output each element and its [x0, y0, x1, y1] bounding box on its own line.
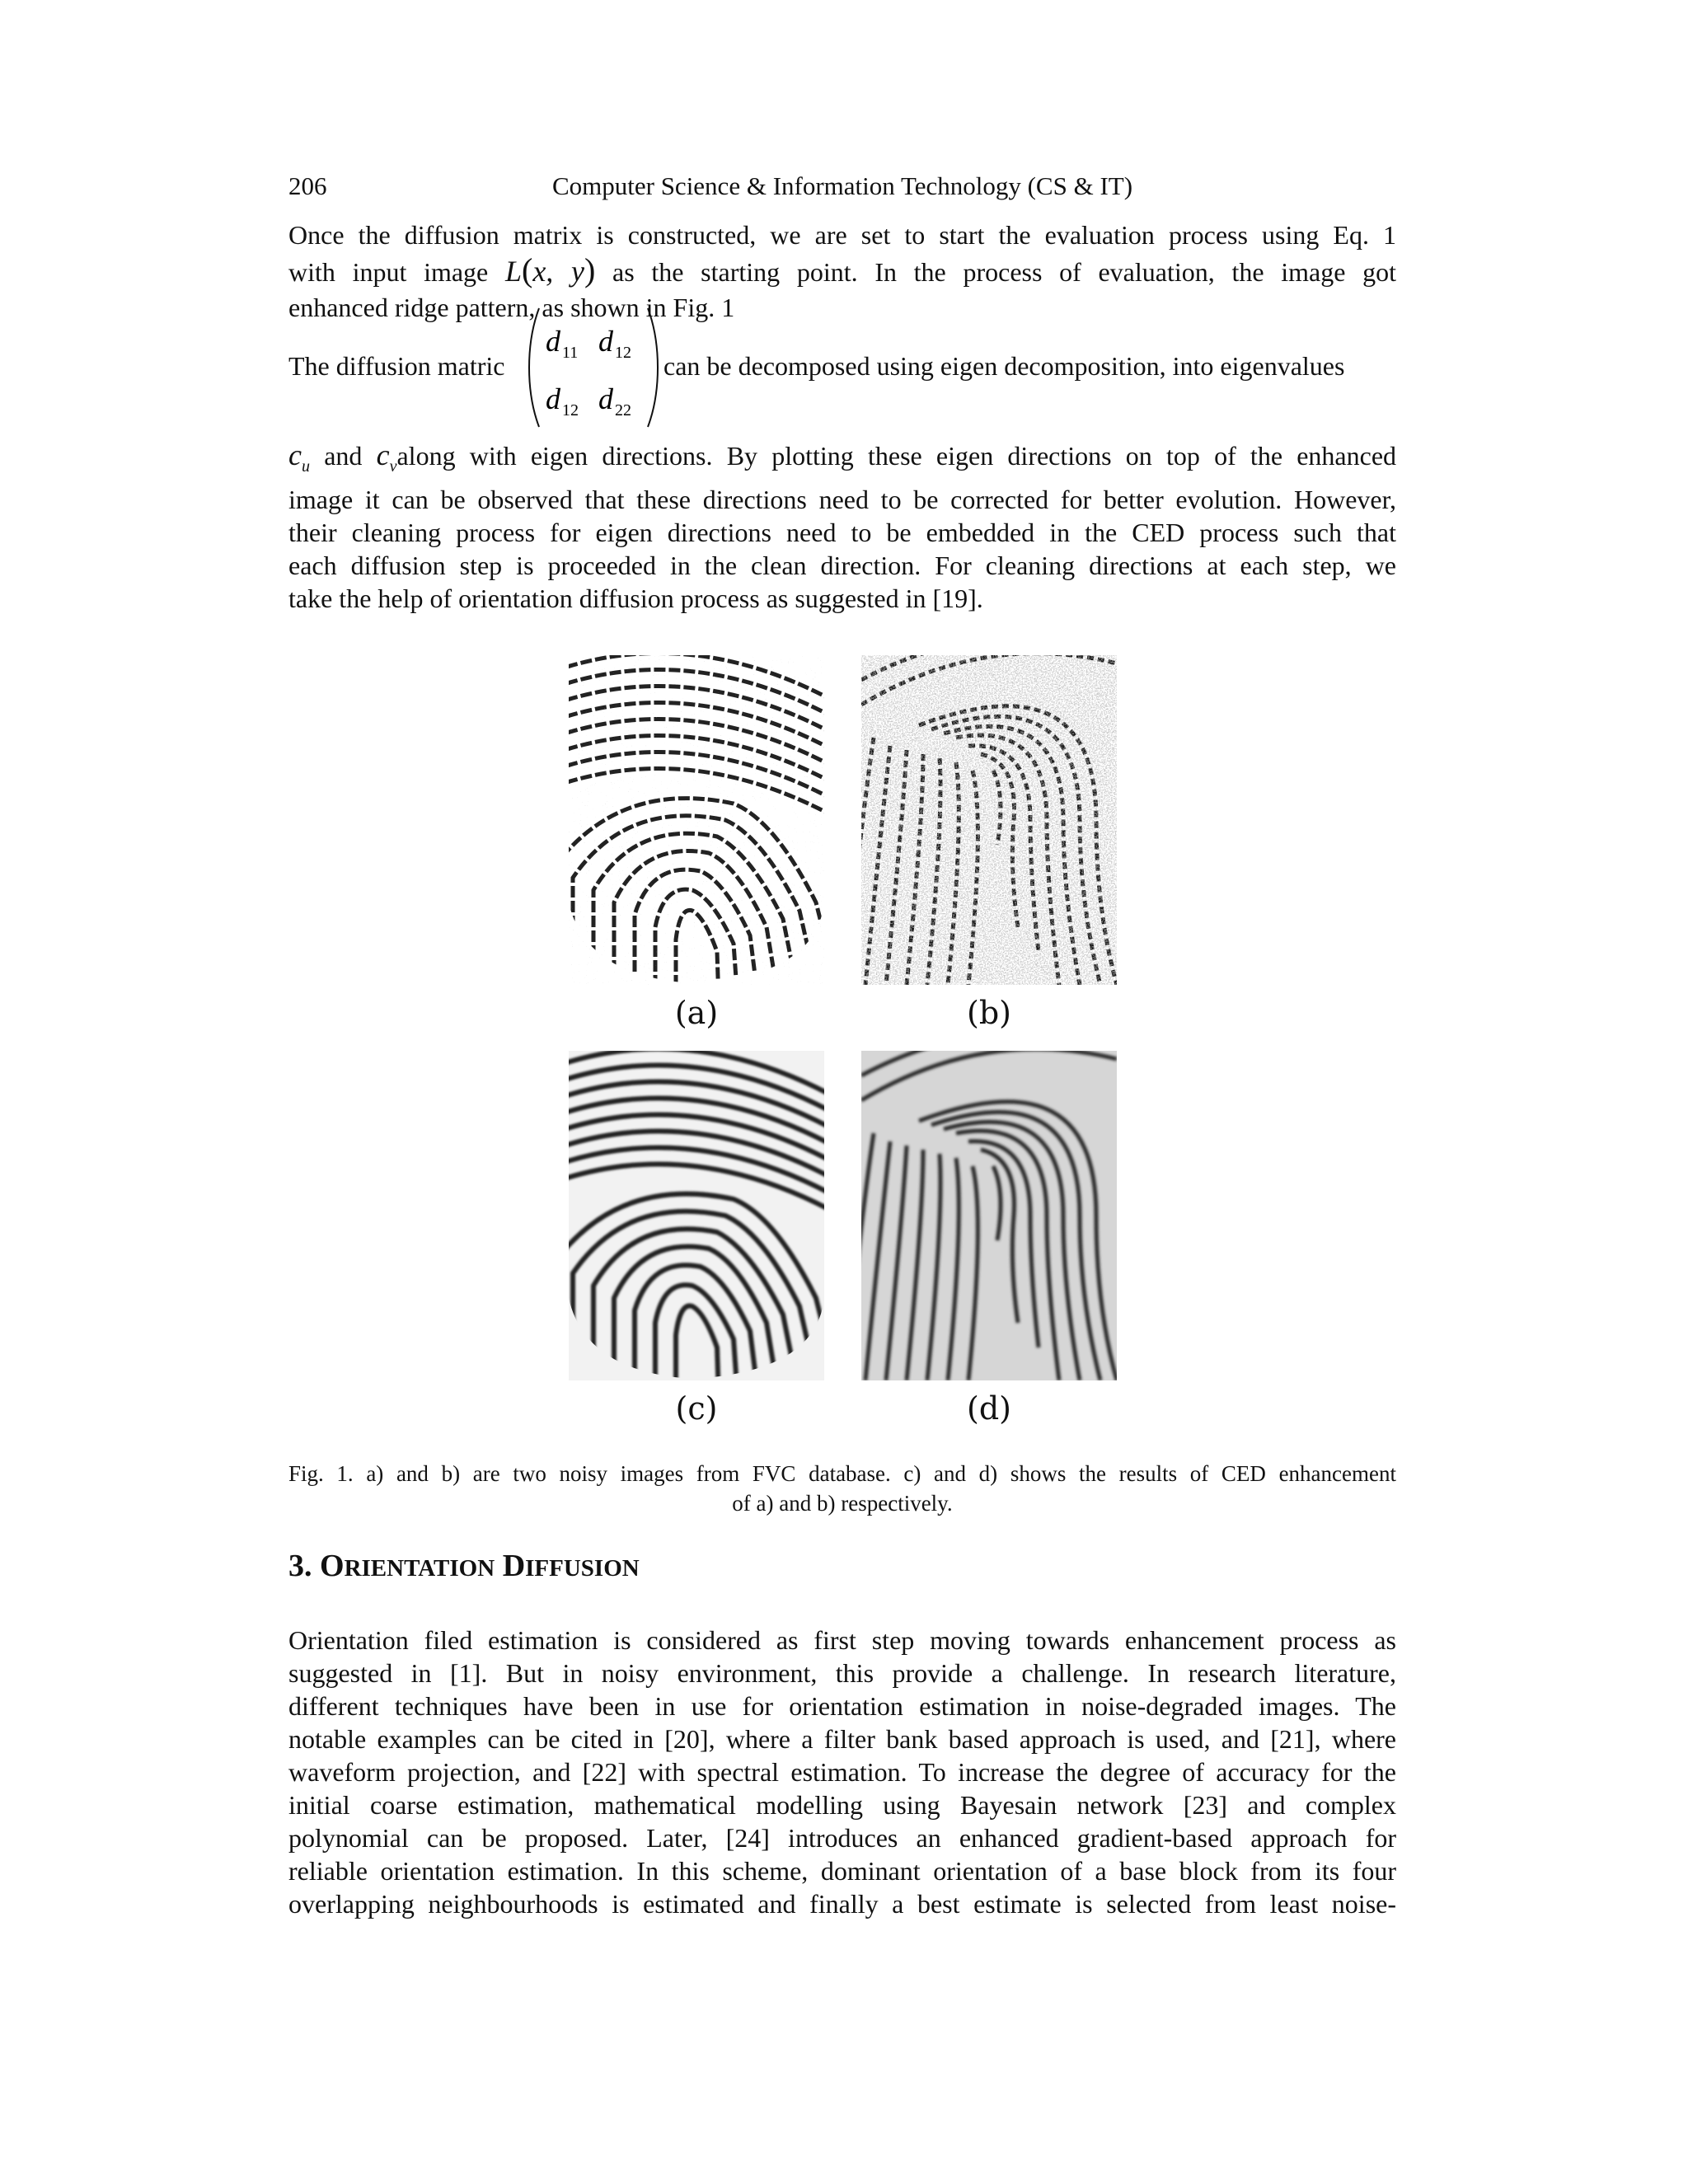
- text-line: overlapping neighbourhoods is estimated and finally a best estimate is selected from least noise-: [288, 1889, 1396, 1919]
- text-line: Once the diffusion matrix is constructed, we are set to start the evaluation process using Eq. 1: [288, 220, 1396, 250]
- paper-page: [288, 0, 1396, 2184]
- svg-text:d: d: [598, 382, 613, 415]
- svg-text:11: 11: [562, 344, 579, 362]
- svg-text:d: d: [546, 325, 560, 358]
- text-line: enhanced ridge pattern, as shown in Fig. 1: [288, 293, 735, 322]
- text-line: image it can be observed that these directions need to be corrected for better evolution. However,: [288, 485, 1396, 514]
- figure-caption: [288, 1459, 1396, 1518]
- fingerprint-b-graphic: [861, 655, 1117, 985]
- matrix-paragraph: [288, 302, 1396, 434]
- label-b: (b): [967, 995, 1011, 1031]
- text-line: suggested in [1]. But in noisy environment, this provide a challenge. In research literature,: [288, 1658, 1396, 1688]
- text-line: take the help of orientation diffusion process as suggested in [19].: [288, 583, 983, 613]
- label-c: (c): [675, 1390, 718, 1427]
- section-heading: 3. ORIENTATION DIFFUSION: [288, 1549, 640, 1583]
- svg-text:12: 12: [615, 344, 631, 362]
- text-line: reliable orientation estimation. In this scheme, dominant orientation of a base block from its four: [288, 1856, 1396, 1886]
- label-a: (a): [674, 995, 719, 1031]
- matrix-rest-text: can be decomposed using eigen decomposition, into eigenvalues: [663, 351, 1345, 381]
- text-line: initial coarse estimation, mathematical modelling using Bayesain network [23] and complex: [288, 1790, 1396, 1820]
- page-header: [288, 170, 1396, 203]
- svg-text:d: d: [598, 325, 613, 358]
- svg-text:22: 22: [615, 401, 631, 419]
- paragraph-orientation: [288, 1624, 1396, 1920]
- text-line: different techniques have been in use for orientation estimation in noise-degraded images. The: [288, 1691, 1396, 1721]
- matrix-label: The diffusion matric: [288, 351, 505, 381]
- text-line: notable examples can be cited in [20], where a filter bank based approach is used, and [21], where: [288, 1724, 1396, 1754]
- math-cv: $c_v$: [376, 438, 397, 476]
- text-line: Orientation filed estimation is considered as first step moving towards enhancement process as: [288, 1625, 1396, 1655]
- math-cu: $c_u$: [288, 438, 310, 476]
- text-line: $c_u$ and $c_valong$ with eigen directions. By plotting these eigen directions on top of the enhanced: [288, 438, 1397, 476]
- text-line: each diffusion step is proceeded in the clean direction. For cleaning directions at each step, we: [288, 551, 1396, 580]
- text-line: their cleaning process for eigen directions need to be embedded in the CED process such that: [288, 518, 1396, 547]
- fingerprint-image-c: [569, 1051, 824, 1380]
- diffusion-matrix: [528, 302, 659, 434]
- label-d: (d): [967, 1390, 1011, 1427]
- fingerprint-a-graphic: [569, 655, 824, 985]
- fingerprint-image-a: [569, 655, 824, 985]
- math-L: L(x, y): [504, 251, 596, 288]
- paragraph-eigen: [288, 438, 1396, 615]
- text-line: with input image L(x, y) as the starting point. In the process of evaluation, the image got: [288, 251, 1397, 288]
- fingerprint-image-d: [861, 1051, 1117, 1380]
- text-line: waveform projection, and [22] with spectral estimation. To increase the degree of accuracy for the: [288, 1757, 1396, 1787]
- fingerprint-image-b: [861, 655, 1117, 985]
- fingerprint-c-graphic: [569, 1051, 824, 1380]
- page-number: 206: [288, 171, 327, 200]
- journal-title: Computer Science & Information Technology (CS & IT): [551, 171, 1133, 200]
- fingerprint-d-graphic: [861, 1051, 1117, 1380]
- svg-text:d: d: [546, 382, 560, 415]
- caption-line: Fig. 1. a) and b) are two noisy images from FVC database. c) and d) shows the results of CED enhancement: [288, 1461, 1396, 1486]
- text-line: polynomial can be proposed. Later, [24] introduces an enhanced gradient-based approach for: [288, 1823, 1396, 1853]
- caption-line: of a) and b) respectively.: [732, 1491, 953, 1516]
- svg-text:12: 12: [562, 401, 579, 419]
